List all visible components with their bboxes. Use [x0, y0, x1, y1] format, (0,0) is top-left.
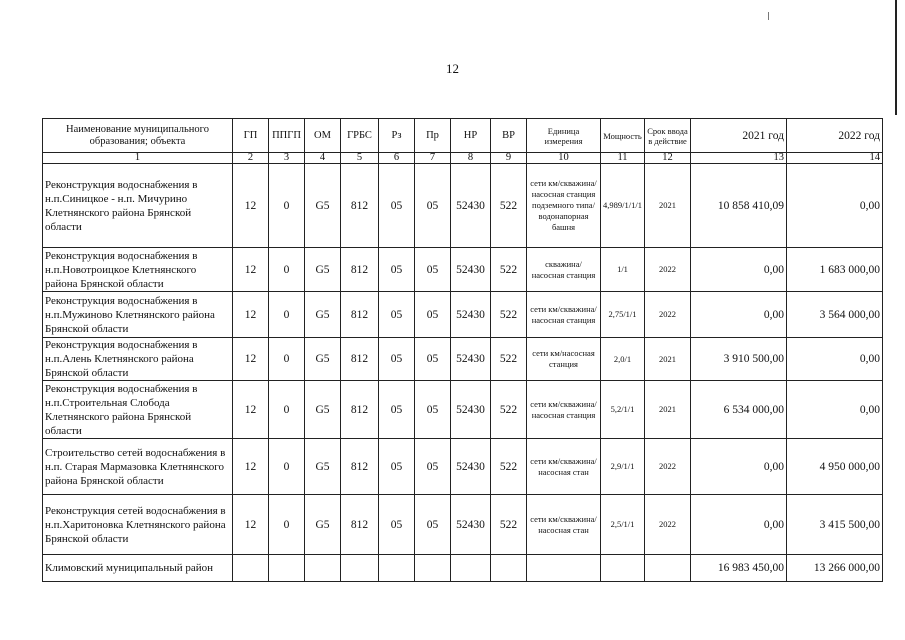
- cell-2022: 1 683 000,00: [787, 248, 883, 292]
- header-power: Мощность: [601, 119, 645, 153]
- cell-rz: 05: [379, 164, 415, 248]
- column-number: 12: [645, 153, 691, 164]
- cell-pr: 05: [415, 495, 451, 555]
- cell-rz: 05: [379, 338, 415, 381]
- cell-gp: 12: [233, 338, 269, 381]
- cell-deadline: 2022: [645, 292, 691, 338]
- empty-cell: [491, 555, 527, 582]
- cell-vr: 522: [491, 338, 527, 381]
- cell-unit: скважина/насосная станция: [527, 248, 601, 292]
- cell-2021: 0,00: [691, 292, 787, 338]
- cell-2021: 6 534 000,00: [691, 381, 787, 439]
- cell-vr: 522: [491, 248, 527, 292]
- row-name: Реконструкция водоснабжения в н.п.Новотроицкое Клетнянского района Брянской области: [43, 248, 233, 292]
- header-nr: НР: [451, 119, 491, 153]
- empty-cell: [233, 555, 269, 582]
- cell-om: G5: [305, 164, 341, 248]
- cell-grbs: 812: [341, 381, 379, 439]
- cell-om: G5: [305, 439, 341, 495]
- header-2022: 2022 год: [787, 119, 883, 153]
- cell-2022: 0,00: [787, 381, 883, 439]
- empty-cell: [645, 555, 691, 582]
- cell-power: 5,2/1/1: [601, 381, 645, 439]
- cell-om: G5: [305, 292, 341, 338]
- cell-deadline: 2021: [645, 164, 691, 248]
- table-row: [43, 292, 883, 338]
- header-grbs: ГРБС: [341, 119, 379, 153]
- cell-gp: 12: [233, 439, 269, 495]
- cell-deadline: 2022: [645, 439, 691, 495]
- table-row: [43, 495, 883, 555]
- cell-unit: сети км/скважина/насосная станция подземного типа/водонапорная башня: [527, 164, 601, 248]
- cell-om: G5: [305, 338, 341, 381]
- cell-vr: 522: [491, 381, 527, 439]
- scan-tick-mark: [768, 12, 769, 20]
- cell-rz: 05: [379, 439, 415, 495]
- cell-2021: 0,00: [691, 439, 787, 495]
- row-name: Реконструкция сетей водоснабжения в н.п.Харитоновка Клетнянского района Брянской области: [43, 495, 233, 555]
- cell-vr: 522: [491, 164, 527, 248]
- header-om: ОМ: [305, 119, 341, 153]
- row-name: Строительство сетей водоснабжения в н.п. Старая Мармазовка Клетнянского района Брянской области: [43, 439, 233, 495]
- cell-nr: 52430: [451, 439, 491, 495]
- column-number: 4: [305, 153, 341, 164]
- row-name: Реконструкция водоснабжения в н.п.Мужиново Клетнянского района Брянской области: [43, 292, 233, 338]
- cell-grbs: 812: [341, 248, 379, 292]
- cell-2022: 0,00: [787, 338, 883, 381]
- cell-unit: сети км/скважина/насосная станция: [527, 292, 601, 338]
- cell-vr: 522: [491, 439, 527, 495]
- cell-nr: 52430: [451, 164, 491, 248]
- cell-vr: 522: [491, 495, 527, 555]
- cell-2022: 3 564 000,00: [787, 292, 883, 338]
- header-deadline: Срок ввода в действие: [645, 119, 691, 153]
- table-row: [43, 338, 883, 381]
- cell-grbs: 812: [341, 495, 379, 555]
- column-number: 5: [341, 153, 379, 164]
- cell-2021: 3 910 500,00: [691, 338, 787, 381]
- cell-2021: 0,00: [691, 248, 787, 292]
- page-edge-mark: [895, 0, 897, 115]
- empty-cell: [527, 555, 601, 582]
- cell-rz: 05: [379, 248, 415, 292]
- row-name: Реконструкция водоснабжения в н.п.Синицкое - н.п. Мичурино Клетнянского района Брянской области: [43, 164, 233, 248]
- column-number: 9: [491, 153, 527, 164]
- cell-unit: сети км/скважина/насосная стан: [527, 439, 601, 495]
- cell-deadline: 2021: [645, 381, 691, 439]
- cell-nr: 52430: [451, 248, 491, 292]
- column-number: 1: [43, 153, 233, 164]
- cell-unit: сети км/скважина/насосная стан: [527, 495, 601, 555]
- cell-vr: 522: [491, 292, 527, 338]
- empty-cell: [269, 555, 305, 582]
- cell-nr: 52430: [451, 495, 491, 555]
- cell-ppgp: 0: [269, 495, 305, 555]
- cell-nr: 52430: [451, 292, 491, 338]
- row-name: Реконструкция водоснабжения в н.п.Строительная Слобода Клетнянского района Брянской области: [43, 381, 233, 439]
- cell-nr: 52430: [451, 381, 491, 439]
- cell-gp: 12: [233, 381, 269, 439]
- cell-power: 1/1: [601, 248, 645, 292]
- cell-pr: 05: [415, 164, 451, 248]
- cell-om: G5: [305, 381, 341, 439]
- table-body: [43, 164, 883, 555]
- header-vr: ВР: [491, 119, 527, 153]
- row-name: Реконструкция водоснабжения в н.п.Алень Клетнянского района Брянской области: [43, 338, 233, 381]
- page-number: 12: [446, 61, 459, 76]
- cell-ppgp: 0: [269, 292, 305, 338]
- cell-2022: 3 415 500,00: [787, 495, 883, 555]
- table-row: [43, 439, 883, 495]
- cell-ppgp: 0: [269, 381, 305, 439]
- header-gp: ГП: [233, 119, 269, 153]
- cell-grbs: 812: [341, 292, 379, 338]
- cell-2021: 10 858 410,09: [691, 164, 787, 248]
- empty-cell: [379, 555, 415, 582]
- column-number: 11: [601, 153, 645, 164]
- column-number: 13: [691, 153, 787, 164]
- cell-grbs: 812: [341, 439, 379, 495]
- cell-rz: 05: [379, 495, 415, 555]
- column-number: 6: [379, 153, 415, 164]
- cell-2021: 0,00: [691, 495, 787, 555]
- column-number-row: [43, 153, 883, 164]
- cell-gp: 12: [233, 292, 269, 338]
- total-row: [43, 555, 883, 582]
- budget-table: [42, 118, 883, 582]
- total-2021: 16 983 450,00: [691, 555, 787, 582]
- header-name: Наименование муниципального образования; объекта: [43, 119, 233, 153]
- cell-pr: 05: [415, 338, 451, 381]
- column-number: 14: [787, 153, 883, 164]
- cell-pr: 05: [415, 292, 451, 338]
- empty-cell: [451, 555, 491, 582]
- table-row: [43, 248, 883, 292]
- cell-deadline: 2022: [645, 495, 691, 555]
- empty-cell: [415, 555, 451, 582]
- cell-power: 2,0/1: [601, 338, 645, 381]
- cell-ppgp: 0: [269, 164, 305, 248]
- cell-grbs: 812: [341, 338, 379, 381]
- header-unit: Единица измерения: [527, 119, 601, 153]
- empty-cell: [341, 555, 379, 582]
- cell-gp: 12: [233, 248, 269, 292]
- cell-pr: 05: [415, 439, 451, 495]
- cell-rz: 05: [379, 381, 415, 439]
- table-row: [43, 381, 883, 439]
- column-number: 7: [415, 153, 451, 164]
- empty-cell: [601, 555, 645, 582]
- header-pr: Пр: [415, 119, 451, 153]
- table-header-row: [43, 119, 883, 153]
- cell-pr: 05: [415, 248, 451, 292]
- cell-power: 4,989/1/1/1: [601, 164, 645, 248]
- cell-pr: 05: [415, 381, 451, 439]
- cell-gp: 12: [233, 495, 269, 555]
- cell-deadline: 2022: [645, 248, 691, 292]
- cell-gp: 12: [233, 164, 269, 248]
- cell-power: 2,75/1/1: [601, 292, 645, 338]
- cell-unit: сети км/скважина/насосная станция: [527, 381, 601, 439]
- cell-power: 2,9/1/1: [601, 439, 645, 495]
- column-number: 10: [527, 153, 601, 164]
- total-2022: 13 266 000,00: [787, 555, 883, 582]
- cell-unit: сети км/насосная станция: [527, 338, 601, 381]
- header-ppgp: ППГП: [269, 119, 305, 153]
- table-row: [43, 164, 883, 248]
- cell-grbs: 812: [341, 164, 379, 248]
- header-rz: Рз: [379, 119, 415, 153]
- column-number: 8: [451, 153, 491, 164]
- cell-ppgp: 0: [269, 248, 305, 292]
- cell-deadline: 2021: [645, 338, 691, 381]
- cell-power: 2,5/1/1: [601, 495, 645, 555]
- total-name: Климовский муниципальный район: [43, 555, 233, 582]
- cell-2022: 0,00: [787, 164, 883, 248]
- cell-2022: 4 950 000,00: [787, 439, 883, 495]
- empty-cell: [305, 555, 341, 582]
- cell-om: G5: [305, 248, 341, 292]
- header-2021: 2021 год: [691, 119, 787, 153]
- cell-ppgp: 0: [269, 439, 305, 495]
- cell-nr: 52430: [451, 338, 491, 381]
- cell-om: G5: [305, 495, 341, 555]
- cell-rz: 05: [379, 292, 415, 338]
- column-number: 2: [233, 153, 269, 164]
- column-number: 3: [269, 153, 305, 164]
- cell-ppgp: 0: [269, 338, 305, 381]
